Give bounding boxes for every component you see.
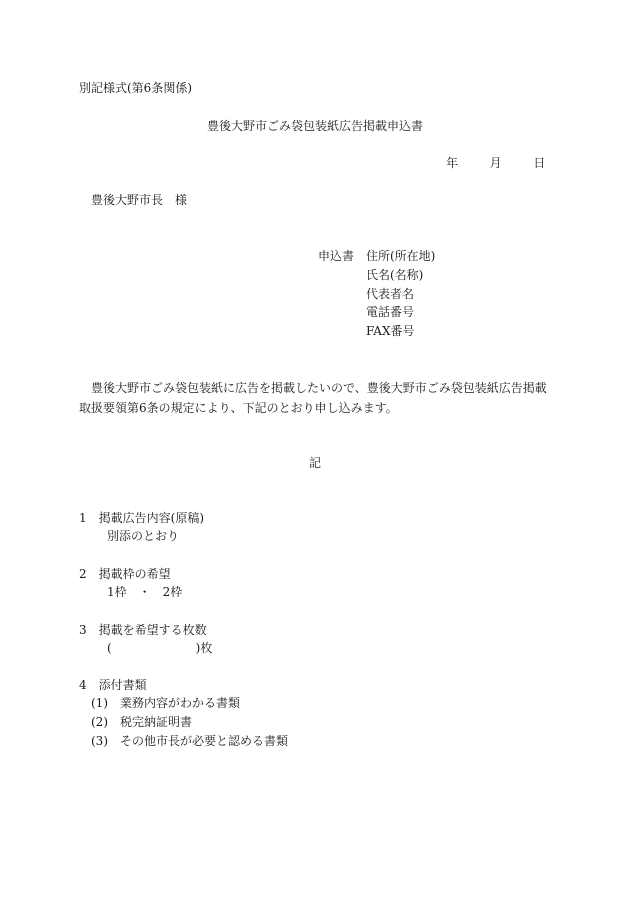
item-3-detail: ( )枚: [107, 641, 213, 655]
ki-marker: 記: [308, 456, 321, 470]
date-month: 月: [489, 156, 502, 170]
item-2-heading: 2 掲載枠の希望: [79, 567, 171, 581]
addressee: 豊後大野市長 様: [91, 193, 188, 207]
item-4-detail-3: (3) その他市長が必要と認める書類: [91, 734, 288, 748]
applicant-label: 申込書: [318, 249, 355, 263]
applicant-field-fax: FAX番号: [366, 324, 415, 338]
item-3-heading: 3 掲載を希望する枚数: [79, 623, 207, 637]
item-4-detail-1: (1) 業務内容がわかる書類: [91, 696, 240, 710]
item-1-detail: 別添のとおり: [107, 529, 180, 543]
date-year: 年: [446, 156, 459, 170]
item-2-detail: 1枠 ・ 2枠: [107, 585, 183, 599]
applicant-field-name: 氏名(名称): [366, 268, 424, 282]
item-1-heading: 1 掲載広告内容(原稿): [79, 511, 204, 525]
item-4-detail-2: (2) 税完納証明書: [91, 715, 192, 729]
date-day: 日: [533, 156, 546, 170]
applicant-field-address: 住所(所在地): [366, 249, 436, 263]
form-label: 別記様式(第6条関係): [79, 81, 192, 95]
applicant-field-phone: 電話番号: [366, 305, 415, 319]
date-line: [446, 155, 545, 171]
applicant-field-representative: 代表者名: [366, 287, 415, 301]
item-4-heading: 4 添付書類: [79, 678, 147, 692]
body-text: 豊後大野市ごみ袋包装紙に広告を掲載したいので、豊後大野市ごみ袋包装紙広告掲載取扱要領第6条の規定により、下記のとおり申し込みます。: [79, 381, 547, 415]
document-title: 豊後大野市ごみ袋包装紙広告掲載申込書: [206, 119, 423, 133]
